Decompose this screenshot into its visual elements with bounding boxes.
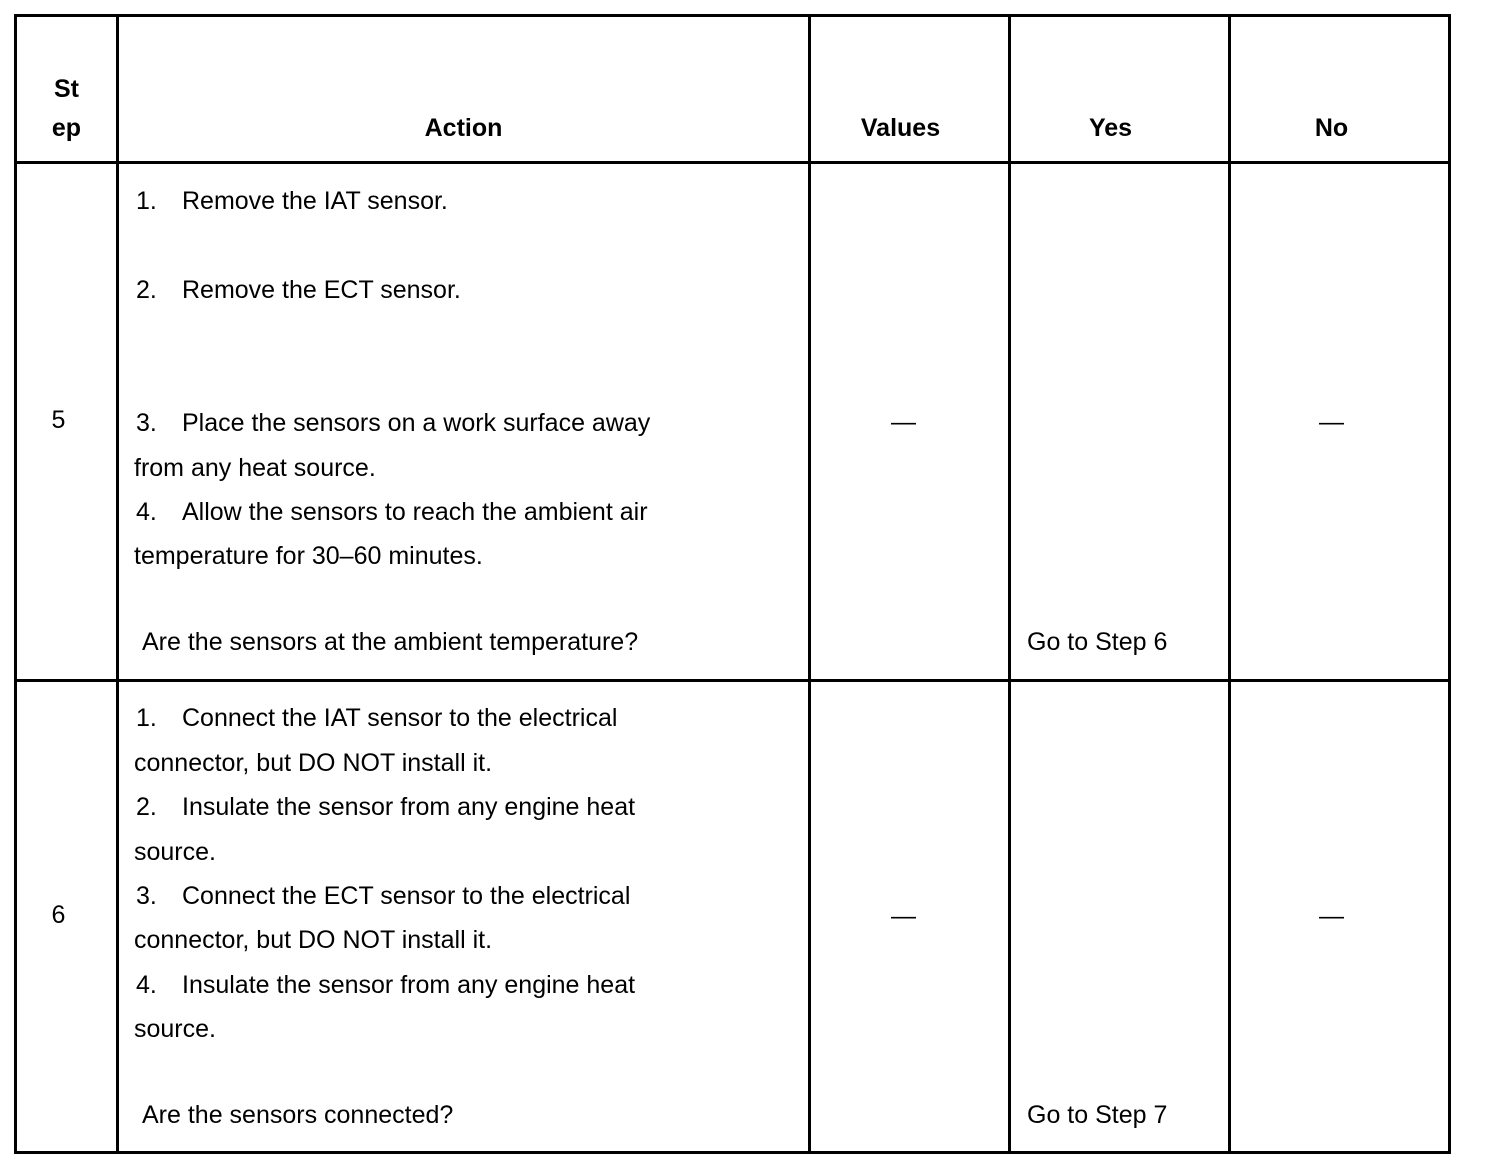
header-divider xyxy=(14,161,1451,164)
column-divider-yes xyxy=(1228,14,1231,1154)
action-item-text: Insulate the sensor from any engine heat xyxy=(182,971,636,999)
table-border-top xyxy=(14,14,1451,17)
action-question: Are the sensors at the ambient temperature? xyxy=(142,628,639,656)
action-item-text: Connect the IAT sensor to the electrical xyxy=(182,704,618,732)
action-item-continuation: temperature for 30–60 minutes. xyxy=(134,542,483,570)
action-item-number: 2. xyxy=(136,276,157,304)
action-item xyxy=(136,408,650,438)
row-divider xyxy=(14,679,1451,682)
step-number: 5 xyxy=(51,406,66,434)
column-divider-step xyxy=(116,14,119,1154)
no-cell: — xyxy=(1319,408,1344,436)
action-item-number: 3. xyxy=(136,882,157,910)
action-question: Are the sensors connected? xyxy=(142,1101,454,1129)
action-item-number: 3. xyxy=(136,409,157,437)
column-divider-values xyxy=(1008,14,1011,1154)
action-item-number: 1. xyxy=(136,704,157,732)
table-border-left xyxy=(14,14,17,1154)
action-item-continuation: from any heat source. xyxy=(134,454,376,482)
action-item-continuation: source. xyxy=(134,1015,216,1043)
action-item xyxy=(136,186,448,216)
action-item xyxy=(136,970,635,1000)
yes-cell: Go to Step 7 xyxy=(1027,1101,1168,1129)
header-step-line2: ep xyxy=(51,114,82,142)
action-item-text: Connect the ECT sensor to the electrical xyxy=(182,882,631,910)
action-item-continuation: connector, but DO NOT install it. xyxy=(134,926,493,954)
header-values: Values xyxy=(860,114,941,142)
action-item-number: 1. xyxy=(136,187,157,215)
action-item xyxy=(136,792,635,822)
header-action: Action xyxy=(424,114,503,142)
table-border-bottom xyxy=(14,1151,1451,1154)
action-item-number: 4. xyxy=(136,971,157,999)
yes-cell: Go to Step 6 xyxy=(1027,628,1168,656)
header-no: No xyxy=(1314,114,1349,142)
action-item-text: Remove the IAT sensor. xyxy=(182,187,448,215)
action-item xyxy=(136,275,461,305)
table-border-right xyxy=(1448,14,1451,1154)
action-item xyxy=(136,497,648,527)
action-item-text: Insulate the sensor from any engine heat xyxy=(182,793,636,821)
action-item xyxy=(136,703,617,733)
action-item xyxy=(136,881,630,911)
step-number: 6 xyxy=(51,901,66,929)
values-cell: — xyxy=(891,902,916,930)
action-item-number: 4. xyxy=(136,498,157,526)
action-item-text: Place the sensors on a work surface away xyxy=(182,409,651,437)
header-yes: Yes xyxy=(1088,114,1133,142)
header-step-line1: St xyxy=(54,75,79,103)
action-item-continuation: source. xyxy=(134,838,216,866)
action-item-continuation: connector, but DO NOT install it. xyxy=(134,749,493,777)
action-item-number: 2. xyxy=(136,793,157,821)
no-cell: — xyxy=(1319,902,1344,930)
values-cell: — xyxy=(891,408,916,436)
column-divider-action xyxy=(808,14,811,1154)
action-item-text: Remove the ECT sensor. xyxy=(182,276,461,304)
action-item-text: Allow the sensors to reach the ambient air xyxy=(182,498,648,526)
